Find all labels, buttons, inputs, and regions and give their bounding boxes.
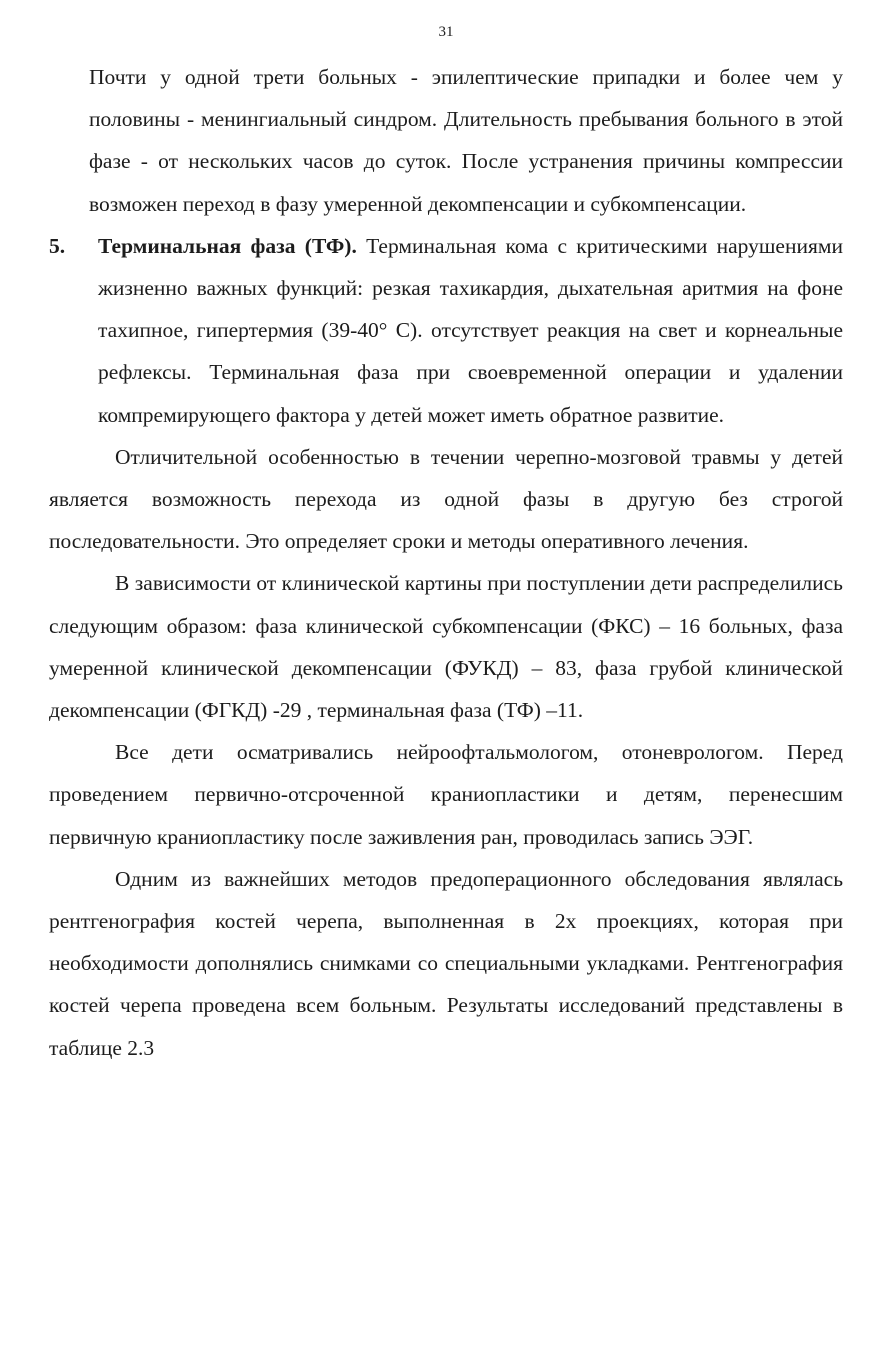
- page-number: 31: [438, 24, 454, 40]
- numbered-item-5: [49, 225, 843, 436]
- item-number: 5.: [49, 233, 66, 258]
- item-heading: Терминальная фаза (ТФ).: [98, 233, 357, 258]
- paragraph-examination: Все дети осматривались нейроофтальмологом, отоневрологом. Перед проведением первично-отсроченной краниопластики и детям, перенесшим первичную краниопластику после заживления ран, проводилась запись ЭЭГ.: [49, 740, 843, 849]
- paragraph-radiography: Одним из важнейших методов предоперационного обследования являлась рентгенография костей черепа, выполненная в 2х проекциях, которая при необходимости дополнялись снимками со специальными укладками. Рентгенография костей черепа проведена всем больным. Результаты исследований представлены в таблице 2.3: [49, 866, 843, 1060]
- page-body: [49, 56, 843, 1069]
- paragraph-distinctive-feature: Отличительной особенностью в течении черепно-мозговой травмы у детей является возможность перехода из одной фазы в другую без строгой последовательности. Это определяет сроки и методы оперативного лечения.: [49, 444, 843, 554]
- paragraph-distribution: В зависимости от клинической картины при поступлении дети распределились следующим образом: фаза клинической субкомпенсации (ФКС) – 16 больных, фаза умеренной клинической декомпенсации (ФУКД) – 83, фаза грубой клинической декомпенсации (ФГКД) -29 , терминальная фаза (ТФ) –11.: [49, 571, 843, 723]
- item-text: Терминальная кома с критическими нарушениями жизненно важных функций: резкая тахикардия, дыхательная аритмия на фоне тахипное, гипертермия (39-40° С). отсутствует реакция на свет и корнеальные рефлексы. Терминальная фаза при своевременной операции и удалении компремирующего фактора у детей может иметь обратное развитие.: [98, 233, 843, 427]
- paragraph-continuation: Почти у одной трети больных - эпилептические припадки и более чем у половины - менингиальный синдром. Длительность пребывания больного в этой фазе - от нескольких часов до суток. После устранения причины компрессии возможен переход в фазу умеренной декомпенсации и субкомпенсации.: [89, 65, 843, 216]
